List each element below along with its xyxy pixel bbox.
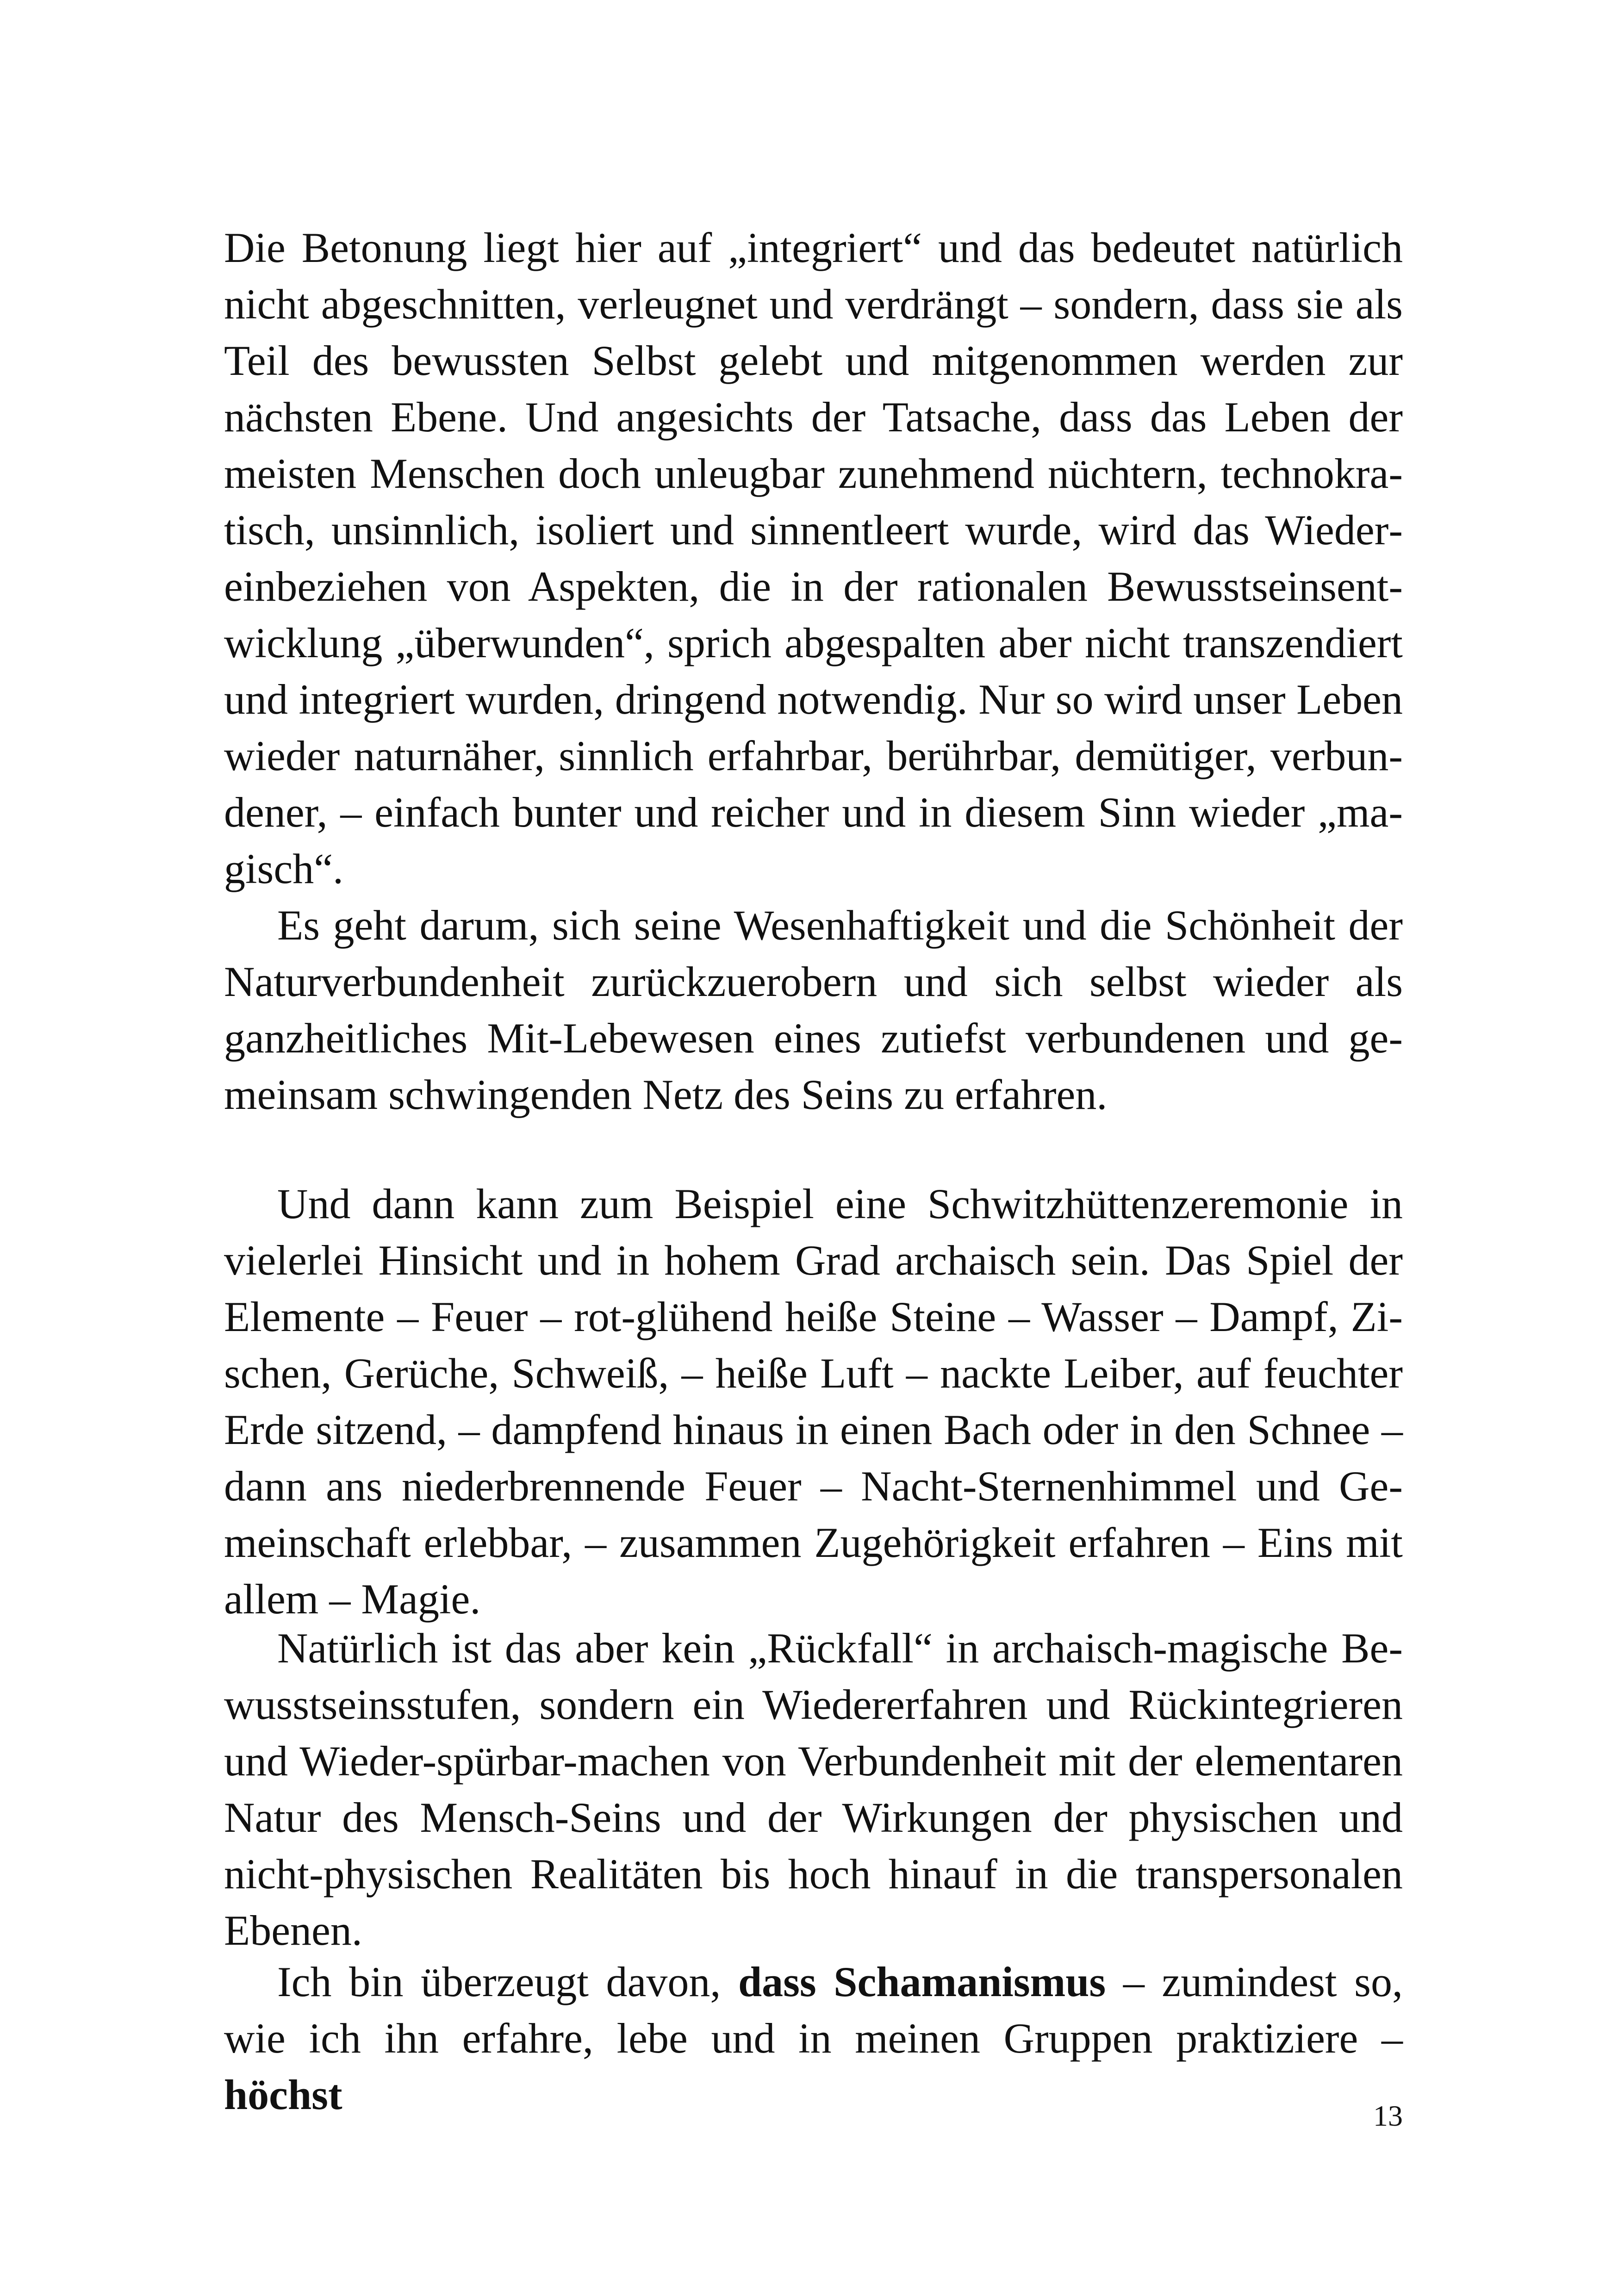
paragraph-schamanismus-text-1: Ich bin überzeugt davon, [277, 1958, 738, 2005]
emphasis-dass-schamanismus: dass Schamanismus [738, 1958, 1106, 2005]
paragraph-wesenhaftigkeit: Es geht darum, sich seine Wesenhaftigkeit und die Schönheit der Naturverbundenheit zurückzuerobern und sich selbst wieder als ganzheitliches Mit-Lebewesen eines zutiefst verbundenen und gemeinsam schwingenden Netz des Seins zu erfahren. [224, 902, 1403, 1118]
paragraph-schamanismus [224, 1954, 1403, 2123]
paragraph-schamanismus-text-2: – zumindest so, wie ich ihn erfahre, lebe und in meinen Gruppen praktiziere – [224, 1958, 1403, 2062]
emphasis-hoechst: höchst [224, 2071, 342, 2118]
paragraph-schwitzhuette: Und dann kann zum Beispiel eine Schwitzhüttenzeremonie in vielerlei Hinsicht und in hohem Grad archaisch sein. Das Spiel der Elemente – Feuer – rot-glühend heiße Steine – Wasser – Dampf, Zischen, Gerüche, Schweiß, – heiße Luft – nackte Leiber, auf feuchter Erde sitzend, – dampfend hinaus in einen Bach oder in den Schnee – dann ans niederbrennende Feuer – Nacht-Sternenhimmel und Gemeinschaft erlebbar, – zusammen Zugehörigkeit erfahren – Eins mit allem – Magie. [224, 1180, 1403, 1623]
paragraph-integration: Die Betonung liegt hier auf „integriert“ und das bedeutet natürlich nicht abgeschnitten, verleugnet und verdrängt – sondern, dass sie als Teil des bewussten Selbst gelebt und mitgenommen werden zur nächsten Ebene. Und angesichts der Tatsache, dass das Leben der meisten Menschen doch unleugbar zunehmend nüchtern, technokratisch, unsinnlich, isoliert und sinnentleert wurde, wird das Wiedereinbeziehen von Aspekten, die in der rationalen Bewusstseinsentwicklung „überwunden“, sprich abgespalten aber nicht transzendiert und integriert wurden, dringend notwendig. Nur so wird unser Leben wieder naturnäher, sinnlich erfahrbar, berührbar, demütiger, verbundener, – einfach bunter und reicher und in diesem Sinn wieder „magisch“. [224, 224, 1403, 892]
paragraph-rueckfall: Natürlich ist das aber kein „Rückfall“ in archaisch-magische Bewusstseinsstufen, sondern ein Wiedererfahren und Rückintegrieren und Wieder-spürbar-machen von Verbundenheit mit der elementaren Natur des Mensch-Seins und der Wirkungen der physischen und nicht-physischen Realitäten bis hoch hinauf in die transpersonalen Ebenen. [224, 1624, 1403, 1954]
page-number: 13 [1373, 2099, 1403, 2132]
